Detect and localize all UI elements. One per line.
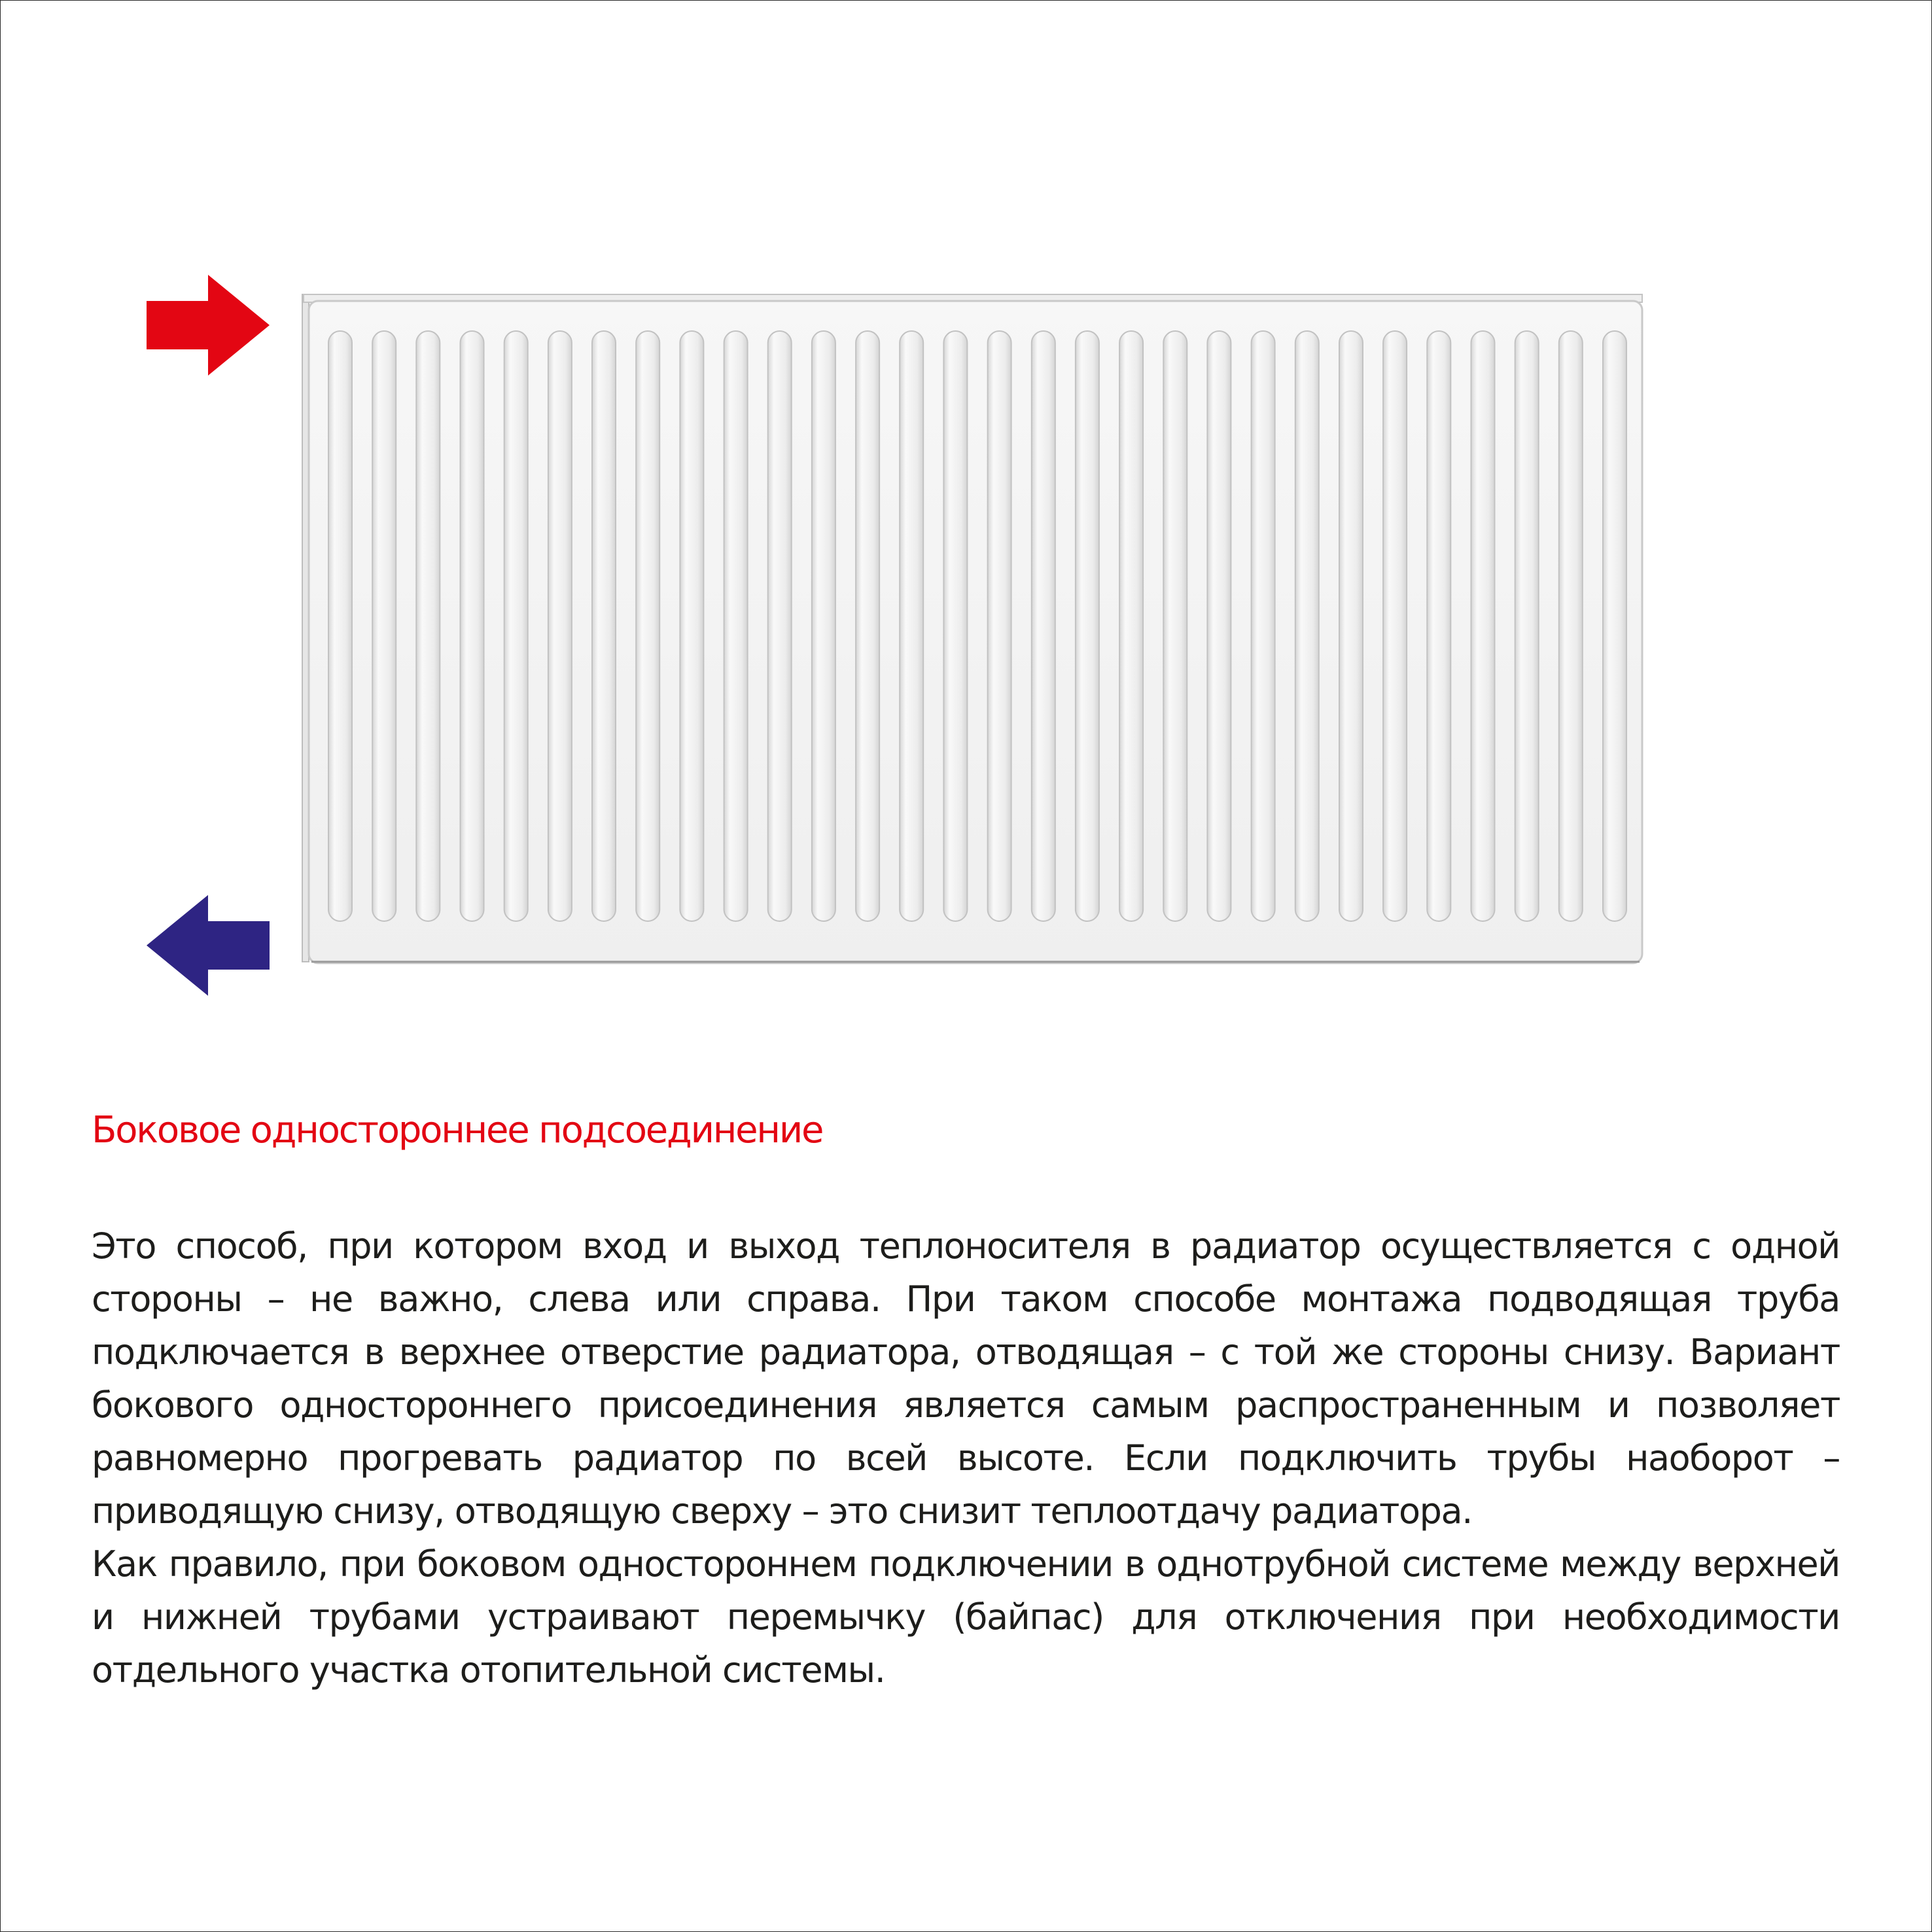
description-text [92, 1220, 1840, 1696]
radiator-channel [1163, 331, 1187, 921]
radiator-channel [856, 331, 879, 921]
radiator-channel [592, 331, 616, 921]
return-arrow-icon [147, 895, 270, 996]
radiator-channel [812, 331, 835, 921]
radiator-channel [680, 331, 703, 921]
radiator-channel [1383, 331, 1407, 921]
radiator-channel [1119, 331, 1143, 921]
supply-arrow-icon [147, 275, 270, 376]
radiator-channel [1471, 331, 1495, 921]
radiator-channel [328, 331, 352, 921]
radiator-channel [461, 331, 484, 921]
radiator-channel [1032, 331, 1055, 921]
radiator-channel [1559, 331, 1583, 921]
radiator-channel [504, 331, 528, 921]
radiator-channel [724, 331, 748, 921]
radiator-channel [636, 331, 659, 921]
radiator-channel [943, 331, 967, 921]
radiator-channel [1207, 331, 1231, 921]
description-paragraph-2: Как правило, при боковом одностороннем подключении в однотрубной системе между верхней и нижней трубами устраивают перемычку (байпас) для отключения при необходимости отдельного участка отопительной системы. [92, 1543, 1840, 1691]
radiator-channel [1339, 331, 1363, 921]
radiator-channel [416, 331, 440, 921]
radiator-channel [548, 331, 572, 921]
radiator-channel [1295, 331, 1319, 921]
radiator-channel [768, 331, 792, 921]
radiator-channel [1603, 331, 1626, 921]
radiator-channel [988, 331, 1011, 921]
description-paragraph-1: Это способ, при котором вход и выход теплоносителя в радиатор осуществляется с одной стороны – не важно, слева или справа. При таком способе монтажа подводящая труба подключается в верхнее отверстие радиатора, отводящая – с той же стороны снизу. Вариант бокового одностороннего присоединения является самым распространенным и позволяет равномерно прогревать радиатор по всей высоте. Если подключить трубы наоборот – приводящую снизу, отводящую сверху – это снизит теплоотдачу радиатора. [92, 1225, 1840, 1532]
radiator-channel [1076, 331, 1099, 921]
radiator-channel [900, 331, 923, 921]
radiator-channel [1252, 331, 1275, 921]
radiator-channel [372, 331, 396, 921]
radiator-channel [1427, 331, 1450, 921]
section-title: Боковое одностороннее подсоединение [92, 1109, 823, 1151]
radiator-channel [1515, 331, 1539, 921]
panel-radiator-icon [294, 288, 1649, 968]
